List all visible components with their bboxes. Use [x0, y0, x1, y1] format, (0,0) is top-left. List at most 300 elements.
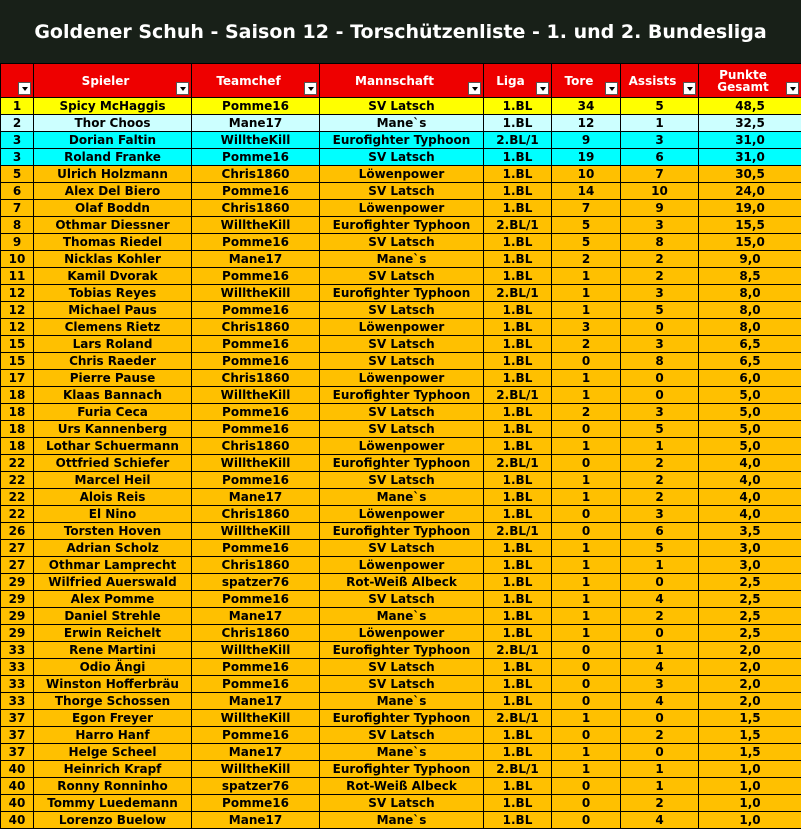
- player-cell[interactable]: Thomas Riedel: [34, 234, 192, 251]
- teamchef-cell[interactable]: Pomme16: [192, 268, 320, 285]
- player-cell[interactable]: Heinrich Krapf: [34, 761, 192, 778]
- player-cell[interactable]: Ronny Ronninho: [34, 778, 192, 795]
- goals-cell[interactable]: 0: [552, 812, 621, 829]
- points-cell[interactable]: 2,5: [699, 608, 801, 625]
- liga-cell[interactable]: 1.BL: [484, 115, 552, 132]
- teamchef-cell[interactable]: Chris1860: [192, 438, 320, 455]
- team-cell[interactable]: SV Latsch: [320, 149, 484, 166]
- teamchef-cell[interactable]: Mane17: [192, 115, 320, 132]
- liga-cell[interactable]: 1.BL: [484, 319, 552, 336]
- points-cell[interactable]: 6,5: [699, 336, 801, 353]
- liga-cell[interactable]: 1.BL: [484, 268, 552, 285]
- team-cell[interactable]: SV Latsch: [320, 795, 484, 812]
- teamchef-cell[interactable]: WilltheKill: [192, 761, 320, 778]
- rank-cell[interactable]: 2: [1, 115, 34, 132]
- teamchef-cell[interactable]: Pomme16: [192, 472, 320, 489]
- teamchef-cell[interactable]: spatzer76: [192, 574, 320, 591]
- team-cell[interactable]: SV Latsch: [320, 234, 484, 251]
- goals-cell[interactable]: 0: [552, 778, 621, 795]
- goals-cell[interactable]: 1: [552, 744, 621, 761]
- filter-dropdown-icon[interactable]: [468, 82, 481, 95]
- team-cell[interactable]: Eurofighter Typhoon: [320, 455, 484, 472]
- player-cell[interactable]: Alex Del Biero: [34, 183, 192, 200]
- team-cell[interactable]: SV Latsch: [320, 183, 484, 200]
- points-cell[interactable]: 15,0: [699, 234, 801, 251]
- player-cell[interactable]: Tobias Reyes: [34, 285, 192, 302]
- assists-cell[interactable]: 3: [621, 132, 699, 149]
- goals-cell[interactable]: 19: [552, 149, 621, 166]
- teamchef-cell[interactable]: Pomme16: [192, 98, 320, 115]
- player-cell[interactable]: Rene Martini: [34, 642, 192, 659]
- rank-cell[interactable]: 33: [1, 642, 34, 659]
- assists-cell[interactable]: 1: [621, 557, 699, 574]
- player-cell[interactable]: El Nino: [34, 506, 192, 523]
- player-cell[interactable]: Daniel Strehle: [34, 608, 192, 625]
- rank-cell[interactable]: 33: [1, 659, 34, 676]
- rank-cell[interactable]: 27: [1, 540, 34, 557]
- goals-cell[interactable]: 1: [552, 761, 621, 778]
- rank-cell[interactable]: 9: [1, 234, 34, 251]
- teamchef-cell[interactable]: Chris1860: [192, 557, 320, 574]
- rank-cell[interactable]: 12: [1, 319, 34, 336]
- points-cell[interactable]: 24,0: [699, 183, 801, 200]
- team-cell[interactable]: SV Latsch: [320, 353, 484, 370]
- team-cell[interactable]: Eurofighter Typhoon: [320, 217, 484, 234]
- player-cell[interactable]: Helge Scheel: [34, 744, 192, 761]
- goals-cell[interactable]: 34: [552, 98, 621, 115]
- goals-cell[interactable]: 0: [552, 421, 621, 438]
- points-cell[interactable]: 31,0: [699, 132, 801, 149]
- rank-cell[interactable]: 33: [1, 693, 34, 710]
- liga-cell[interactable]: 1.BL: [484, 591, 552, 608]
- rank-cell[interactable]: 12: [1, 285, 34, 302]
- teamchef-cell[interactable]: Mane17: [192, 251, 320, 268]
- goals-cell[interactable]: 1: [552, 302, 621, 319]
- assists-cell[interactable]: 5: [621, 98, 699, 115]
- player-cell[interactable]: Othmar Lamprecht: [34, 557, 192, 574]
- points-cell[interactable]: 1,5: [699, 727, 801, 744]
- player-cell[interactable]: Chris Raeder: [34, 353, 192, 370]
- goals-cell[interactable]: 7: [552, 200, 621, 217]
- points-cell[interactable]: 3,0: [699, 540, 801, 557]
- liga-cell[interactable]: 1.BL: [484, 489, 552, 506]
- liga-cell[interactable]: 1.BL: [484, 370, 552, 387]
- goals-cell[interactable]: 0: [552, 795, 621, 812]
- assists-cell[interactable]: 2: [621, 268, 699, 285]
- points-cell[interactable]: 48,5: [699, 98, 801, 115]
- liga-cell[interactable]: 1.BL: [484, 812, 552, 829]
- teamchef-cell[interactable]: Pomme16: [192, 353, 320, 370]
- assists-cell[interactable]: 4: [621, 812, 699, 829]
- liga-cell[interactable]: 1.BL: [484, 183, 552, 200]
- assists-cell[interactable]: 3: [621, 676, 699, 693]
- liga-cell[interactable]: 1.BL: [484, 251, 552, 268]
- assists-cell[interactable]: 4: [621, 693, 699, 710]
- points-cell[interactable]: 32,5: [699, 115, 801, 132]
- player-cell[interactable]: Wilfried Auerswald: [34, 574, 192, 591]
- rank-cell[interactable]: 29: [1, 625, 34, 642]
- assists-cell[interactable]: 6: [621, 149, 699, 166]
- team-cell[interactable]: Eurofighter Typhoon: [320, 761, 484, 778]
- liga-cell[interactable]: 2.BL/1: [484, 132, 552, 149]
- goals-cell[interactable]: 0: [552, 523, 621, 540]
- goals-cell[interactable]: 2: [552, 404, 621, 421]
- rank-cell[interactable]: 33: [1, 676, 34, 693]
- assists-cell[interactable]: 4: [621, 591, 699, 608]
- liga-cell[interactable]: 1.BL: [484, 149, 552, 166]
- teamchef-cell[interactable]: Chris1860: [192, 625, 320, 642]
- points-cell[interactable]: 4,0: [699, 455, 801, 472]
- rank-cell[interactable]: 40: [1, 795, 34, 812]
- goals-cell[interactable]: 0: [552, 642, 621, 659]
- teamchef-cell[interactable]: WilltheKill: [192, 217, 320, 234]
- rank-cell[interactable]: 37: [1, 744, 34, 761]
- team-cell[interactable]: SV Latsch: [320, 268, 484, 285]
- liga-cell[interactable]: 1.BL: [484, 659, 552, 676]
- team-cell[interactable]: Löwenpower: [320, 506, 484, 523]
- teamchef-cell[interactable]: Pomme16: [192, 727, 320, 744]
- player-cell[interactable]: Urs Kannenberg: [34, 421, 192, 438]
- assists-cell[interactable]: 2: [621, 608, 699, 625]
- teamchef-cell[interactable]: WilltheKill: [192, 710, 320, 727]
- liga-cell[interactable]: 1.BL: [484, 506, 552, 523]
- player-cell[interactable]: Klaas Bannach: [34, 387, 192, 404]
- goals-cell[interactable]: 0: [552, 676, 621, 693]
- points-cell[interactable]: 5,0: [699, 404, 801, 421]
- liga-cell[interactable]: 1.BL: [484, 302, 552, 319]
- liga-cell[interactable]: 1.BL: [484, 438, 552, 455]
- player-cell[interactable]: Roland Franke: [34, 149, 192, 166]
- player-cell[interactable]: Spicy McHaggis: [34, 98, 192, 115]
- liga-cell[interactable]: 1.BL: [484, 676, 552, 693]
- team-cell[interactable]: SV Latsch: [320, 336, 484, 353]
- filter-dropdown-icon[interactable]: [605, 82, 618, 95]
- points-cell[interactable]: 1,5: [699, 744, 801, 761]
- liga-cell[interactable]: 1.BL: [484, 574, 552, 591]
- teamchef-cell[interactable]: Chris1860: [192, 166, 320, 183]
- assists-cell[interactable]: 10: [621, 183, 699, 200]
- assists-cell[interactable]: 2: [621, 489, 699, 506]
- liga-cell[interactable]: 2.BL/1: [484, 642, 552, 659]
- teamchef-cell[interactable]: Pomme16: [192, 149, 320, 166]
- assists-cell[interactable]: 4: [621, 659, 699, 676]
- player-cell[interactable]: Erwin Reichelt: [34, 625, 192, 642]
- teamchef-cell[interactable]: spatzer76: [192, 778, 320, 795]
- points-cell[interactable]: 2,0: [699, 642, 801, 659]
- assists-cell[interactable]: 2: [621, 251, 699, 268]
- teamchef-cell[interactable]: Pomme16: [192, 183, 320, 200]
- goals-cell[interactable]: 2: [552, 336, 621, 353]
- team-cell[interactable]: Eurofighter Typhoon: [320, 132, 484, 149]
- teamchef-cell[interactable]: WilltheKill: [192, 523, 320, 540]
- points-cell[interactable]: 2,5: [699, 574, 801, 591]
- team-cell[interactable]: SV Latsch: [320, 421, 484, 438]
- player-cell[interactable]: Thor Choos: [34, 115, 192, 132]
- team-cell[interactable]: Eurofighter Typhoon: [320, 523, 484, 540]
- player-cell[interactable]: Othmar Diessner: [34, 217, 192, 234]
- assists-cell[interactable]: 2: [621, 472, 699, 489]
- teamchef-cell[interactable]: Mane17: [192, 608, 320, 625]
- rank-cell[interactable]: 18: [1, 387, 34, 404]
- goals-cell[interactable]: 0: [552, 659, 621, 676]
- player-cell[interactable]: Egon Freyer: [34, 710, 192, 727]
- points-cell[interactable]: 5,0: [699, 438, 801, 455]
- player-cell[interactable]: Kamil Dvorak: [34, 268, 192, 285]
- goals-cell[interactable]: 5: [552, 234, 621, 251]
- team-cell[interactable]: Mane`s: [320, 115, 484, 132]
- rank-cell[interactable]: 1: [1, 98, 34, 115]
- goals-cell[interactable]: 1: [552, 370, 621, 387]
- goals-cell[interactable]: 1: [552, 625, 621, 642]
- rank-cell[interactable]: 29: [1, 591, 34, 608]
- assists-cell[interactable]: 0: [621, 710, 699, 727]
- goals-cell[interactable]: 3: [552, 319, 621, 336]
- player-cell[interactable]: Pierre Pause: [34, 370, 192, 387]
- assists-cell[interactable]: 8: [621, 353, 699, 370]
- player-cell[interactable]: Dorian Faltin: [34, 132, 192, 149]
- team-cell[interactable]: SV Latsch: [320, 591, 484, 608]
- team-cell[interactable]: Mane`s: [320, 812, 484, 829]
- liga-cell[interactable]: 1.BL: [484, 98, 552, 115]
- team-cell[interactable]: Löwenpower: [320, 557, 484, 574]
- assists-cell[interactable]: 1: [621, 642, 699, 659]
- player-cell[interactable]: Torsten Hoven: [34, 523, 192, 540]
- points-cell[interactable]: 3,0: [699, 557, 801, 574]
- filter-dropdown-icon[interactable]: [18, 82, 31, 95]
- goals-cell[interactable]: 0: [552, 455, 621, 472]
- rank-cell[interactable]: 40: [1, 812, 34, 829]
- points-cell[interactable]: 9,0: [699, 251, 801, 268]
- team-cell[interactable]: Mane`s: [320, 693, 484, 710]
- assists-cell[interactable]: 0: [621, 744, 699, 761]
- player-cell[interactable]: Olaf Boddn: [34, 200, 192, 217]
- assists-cell[interactable]: 5: [621, 421, 699, 438]
- points-cell[interactable]: 8,0: [699, 285, 801, 302]
- rank-cell[interactable]: 18: [1, 421, 34, 438]
- rank-cell[interactable]: 6: [1, 183, 34, 200]
- goals-cell[interactable]: 14: [552, 183, 621, 200]
- rank-cell[interactable]: 22: [1, 506, 34, 523]
- teamchef-cell[interactable]: Mane17: [192, 489, 320, 506]
- goals-cell[interactable]: 2: [552, 251, 621, 268]
- player-cell[interactable]: Alex Pomme: [34, 591, 192, 608]
- points-cell[interactable]: 8,0: [699, 319, 801, 336]
- assists-cell[interactable]: 1: [621, 778, 699, 795]
- teamchef-cell[interactable]: WilltheKill: [192, 455, 320, 472]
- player-cell[interactable]: Alois Reis: [34, 489, 192, 506]
- filter-dropdown-icon[interactable]: [683, 82, 696, 95]
- player-cell[interactable]: Nicklas Kohler: [34, 251, 192, 268]
- team-cell[interactable]: Mane`s: [320, 251, 484, 268]
- assists-cell[interactable]: 3: [621, 285, 699, 302]
- assists-cell[interactable]: 8: [621, 234, 699, 251]
- goals-cell[interactable]: 1: [552, 285, 621, 302]
- rank-cell[interactable]: 12: [1, 302, 34, 319]
- team-cell[interactable]: SV Latsch: [320, 472, 484, 489]
- liga-cell[interactable]: 1.BL: [484, 353, 552, 370]
- team-cell[interactable]: Eurofighter Typhoon: [320, 387, 484, 404]
- goals-cell[interactable]: 1: [552, 540, 621, 557]
- rank-cell[interactable]: 10: [1, 251, 34, 268]
- player-cell[interactable]: Tommy Luedemann: [34, 795, 192, 812]
- liga-cell[interactable]: 1.BL: [484, 421, 552, 438]
- team-cell[interactable]: Löwenpower: [320, 166, 484, 183]
- goals-cell[interactable]: 0: [552, 353, 621, 370]
- team-cell[interactable]: Löwenpower: [320, 319, 484, 336]
- team-cell[interactable]: Löwenpower: [320, 438, 484, 455]
- points-cell[interactable]: 30,5: [699, 166, 801, 183]
- goals-cell[interactable]: 10: [552, 166, 621, 183]
- goals-cell[interactable]: 1: [552, 591, 621, 608]
- teamchef-cell[interactable]: Mane17: [192, 744, 320, 761]
- team-cell[interactable]: SV Latsch: [320, 676, 484, 693]
- player-cell[interactable]: Ulrich Holzmann: [34, 166, 192, 183]
- points-cell[interactable]: 4,0: [699, 489, 801, 506]
- teamchef-cell[interactable]: Chris1860: [192, 370, 320, 387]
- teamchef-cell[interactable]: Pomme16: [192, 421, 320, 438]
- player-cell[interactable]: Marcel Heil: [34, 472, 192, 489]
- liga-cell[interactable]: 1.BL: [484, 693, 552, 710]
- liga-cell[interactable]: 1.BL: [484, 727, 552, 744]
- team-cell[interactable]: SV Latsch: [320, 540, 484, 557]
- teamchef-cell[interactable]: Chris1860: [192, 200, 320, 217]
- player-cell[interactable]: Odio Ängi: [34, 659, 192, 676]
- assists-cell[interactable]: 0: [621, 319, 699, 336]
- team-cell[interactable]: Rot-Weiß Albeck: [320, 574, 484, 591]
- goals-cell[interactable]: 1: [552, 574, 621, 591]
- teamchef-cell[interactable]: WilltheKill: [192, 642, 320, 659]
- assists-cell[interactable]: 0: [621, 370, 699, 387]
- rank-cell[interactable]: 22: [1, 455, 34, 472]
- team-cell[interactable]: Löwenpower: [320, 200, 484, 217]
- points-cell[interactable]: 31,0: [699, 149, 801, 166]
- teamchef-cell[interactable]: Pomme16: [192, 234, 320, 251]
- teamchef-cell[interactable]: Pomme16: [192, 404, 320, 421]
- points-cell[interactable]: 3,5: [699, 523, 801, 540]
- assists-cell[interactable]: 9: [621, 200, 699, 217]
- rank-cell[interactable]: 18: [1, 404, 34, 421]
- goals-cell[interactable]: 0: [552, 727, 621, 744]
- assists-cell[interactable]: 1: [621, 761, 699, 778]
- rank-cell[interactable]: 37: [1, 710, 34, 727]
- rank-cell[interactable]: 22: [1, 472, 34, 489]
- points-cell[interactable]: 8,5: [699, 268, 801, 285]
- team-cell[interactable]: Eurofighter Typhoon: [320, 285, 484, 302]
- filter-dropdown-icon[interactable]: [536, 82, 549, 95]
- assists-cell[interactable]: 2: [621, 795, 699, 812]
- assists-cell[interactable]: 1: [621, 115, 699, 132]
- liga-cell[interactable]: 2.BL/1: [484, 217, 552, 234]
- teamchef-cell[interactable]: Pomme16: [192, 302, 320, 319]
- points-cell[interactable]: 1,0: [699, 778, 801, 795]
- teamchef-cell[interactable]: WilltheKill: [192, 132, 320, 149]
- teamchef-cell[interactable]: Pomme16: [192, 540, 320, 557]
- goals-cell[interactable]: 0: [552, 693, 621, 710]
- points-cell[interactable]: 5,0: [699, 387, 801, 404]
- points-cell[interactable]: 8,0: [699, 302, 801, 319]
- assists-cell[interactable]: 3: [621, 217, 699, 234]
- rank-cell[interactable]: 11: [1, 268, 34, 285]
- player-cell[interactable]: Furia Ceca: [34, 404, 192, 421]
- rank-cell[interactable]: 29: [1, 574, 34, 591]
- liga-cell[interactable]: 1.BL: [484, 744, 552, 761]
- liga-cell[interactable]: 1.BL: [484, 557, 552, 574]
- liga-cell[interactable]: 1.BL: [484, 608, 552, 625]
- points-cell[interactable]: 2,0: [699, 676, 801, 693]
- teamchef-cell[interactable]: Chris1860: [192, 506, 320, 523]
- teamchef-cell[interactable]: Pomme16: [192, 659, 320, 676]
- goals-cell[interactable]: 1: [552, 608, 621, 625]
- player-cell[interactable]: Lothar Schuermann: [34, 438, 192, 455]
- rank-cell[interactable]: 17: [1, 370, 34, 387]
- liga-cell[interactable]: 2.BL/1: [484, 455, 552, 472]
- rank-cell[interactable]: 40: [1, 761, 34, 778]
- player-cell[interactable]: Adrian Scholz: [34, 540, 192, 557]
- goals-cell[interactable]: 9: [552, 132, 621, 149]
- rank-cell[interactable]: 27: [1, 557, 34, 574]
- goals-cell[interactable]: 1: [552, 472, 621, 489]
- goals-cell[interactable]: 0: [552, 506, 621, 523]
- liga-cell[interactable]: 1.BL: [484, 472, 552, 489]
- goals-cell[interactable]: 1: [552, 489, 621, 506]
- points-cell[interactable]: 19,0: [699, 200, 801, 217]
- points-cell[interactable]: 2,0: [699, 659, 801, 676]
- team-cell[interactable]: Löwenpower: [320, 625, 484, 642]
- team-cell[interactable]: SV Latsch: [320, 727, 484, 744]
- goals-cell[interactable]: 1: [552, 387, 621, 404]
- teamchef-cell[interactable]: Mane17: [192, 812, 320, 829]
- rank-cell[interactable]: 37: [1, 727, 34, 744]
- player-cell[interactable]: Lars Roland: [34, 336, 192, 353]
- liga-cell[interactable]: 1.BL: [484, 540, 552, 557]
- goals-cell[interactable]: 12: [552, 115, 621, 132]
- assists-cell[interactable]: 3: [621, 404, 699, 421]
- assists-cell[interactable]: 5: [621, 302, 699, 319]
- teamchef-cell[interactable]: Pomme16: [192, 795, 320, 812]
- liga-cell[interactable]: 1.BL: [484, 336, 552, 353]
- player-cell[interactable]: Michael Paus: [34, 302, 192, 319]
- assists-cell[interactable]: 7: [621, 166, 699, 183]
- rank-cell[interactable]: 18: [1, 438, 34, 455]
- points-cell[interactable]: 1,0: [699, 795, 801, 812]
- teamchef-cell[interactable]: WilltheKill: [192, 285, 320, 302]
- teamchef-cell[interactable]: Mane17: [192, 693, 320, 710]
- player-cell[interactable]: Lorenzo Buelow: [34, 812, 192, 829]
- goals-cell[interactable]: 5: [552, 217, 621, 234]
- rank-cell[interactable]: 29: [1, 608, 34, 625]
- goals-cell[interactable]: 1: [552, 438, 621, 455]
- rank-cell[interactable]: 3: [1, 132, 34, 149]
- teamchef-cell[interactable]: Pomme16: [192, 591, 320, 608]
- team-cell[interactable]: SV Latsch: [320, 659, 484, 676]
- points-cell[interactable]: 1,0: [699, 812, 801, 829]
- assists-cell[interactable]: 3: [621, 506, 699, 523]
- teamchef-cell[interactable]: Pomme16: [192, 336, 320, 353]
- points-cell[interactable]: 15,5: [699, 217, 801, 234]
- rank-cell[interactable]: 5: [1, 166, 34, 183]
- liga-cell[interactable]: 1.BL: [484, 795, 552, 812]
- rank-cell[interactable]: 26: [1, 523, 34, 540]
- assists-cell[interactable]: 2: [621, 455, 699, 472]
- assists-cell[interactable]: 0: [621, 574, 699, 591]
- player-cell[interactable]: Winston Hofferbräu: [34, 676, 192, 693]
- assists-cell[interactable]: 0: [621, 625, 699, 642]
- rank-cell[interactable]: 3: [1, 149, 34, 166]
- rank-cell[interactable]: 22: [1, 489, 34, 506]
- rank-cell[interactable]: 15: [1, 353, 34, 370]
- assists-cell[interactable]: 5: [621, 540, 699, 557]
- team-cell[interactable]: Mane`s: [320, 489, 484, 506]
